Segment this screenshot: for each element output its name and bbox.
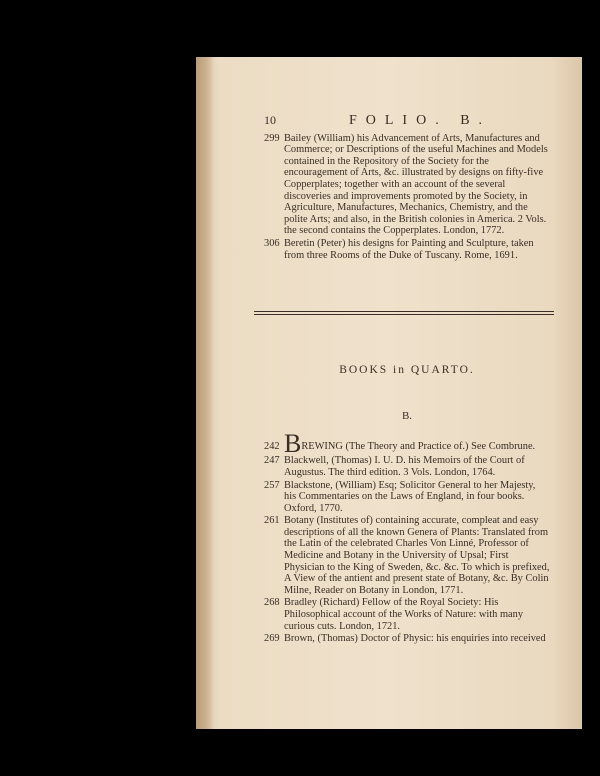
page-spine-edge <box>196 57 214 729</box>
entry-number: 268 <box>264 597 280 609</box>
entry-number: 261 <box>264 515 280 527</box>
book-page <box>196 57 582 729</box>
entry-text: Blackwell, (Thomas) I. U. D. his Memoirs of the Court of Augustus. The third edition. 3 Vols. London, 1764. <box>284 455 525 478</box>
entry-number: 247 <box>264 455 280 467</box>
section-divider <box>254 311 554 315</box>
entry-text: Brown, (Thomas) Doctor of Physic: his enquiries into received <box>284 633 546 645</box>
running-title: FOLIO. B. <box>348 113 492 128</box>
catalog-entry <box>264 429 550 459</box>
entry-text: Botany (Institutes of) containing accurate, compleat and easy descriptions of all the known Genera of Plants: Translated from the Latin of the celebrated Charles Von Linné, Professor of Medicine and Botany in the University of Upsal; First Physician to the King of Sweden, &c. &c. To which is prefixed, A View of the antient and present state of Botany, &c. By Colin Milne, Reader on Botany in London, 1771. <box>284 515 550 596</box>
entry-number: 257 <box>264 479 280 491</box>
page-header <box>264 115 550 127</box>
entry-number: 306 <box>264 237 280 249</box>
catalog-entry <box>264 480 550 515</box>
entry-number: 242 <box>264 441 280 453</box>
catalog-entry <box>264 455 550 478</box>
entry-text: Bailey (William) his Advancement of Arts, Manufactures and Commerce; or Descriptions of the useful Machines and Models contained in the Repository of the Society for the encouragement of Arts, &c. illustrated by designs on fifty-five Copperplates; together with an account of the several discoveries and improvements promoted by the Society, in Agriculture, Manufactures, Mechanics, Chemistry, and the polite Arts; and also, in the British colonies in America. 2 Vols. the second contains the Copperplates. London, 1772. <box>284 132 548 237</box>
catalog-entry <box>264 515 550 596</box>
page-text <box>264 115 550 646</box>
catalog-entry <box>264 597 550 632</box>
section-letter: B. <box>401 409 413 422</box>
catalog-entry <box>264 133 550 237</box>
catalog-entry <box>264 238 550 261</box>
entry-number: 299 <box>264 132 280 144</box>
catalog-entry <box>264 633 550 645</box>
entry-text: Blackstone, (William) Esq; Solicitor General to her Majesty, his Commentaries on the Laws of England, in four books. Oxford, 1770. <box>284 479 536 514</box>
entry-number: 269 <box>264 633 280 645</box>
section-title: BOOKS in QUARTO. <box>339 364 475 377</box>
entry-text: Bradley (Richard) Fellow of the Royal Society: His Philosophical account of the Works of Nature: with many curious cuts. London, 1721. <box>284 597 524 632</box>
page-number: 10 <box>264 113 276 127</box>
entry-text: Beretin (Peter) his designs for Painting and Sculpture, taken from three Rooms of the Duke of Tuscany. Rome, 1691. <box>284 237 534 261</box>
entry-text: REWING (The Theory and Practice of.) See Combrune. <box>301 441 536 453</box>
drop-cap: B <box>284 429 302 459</box>
